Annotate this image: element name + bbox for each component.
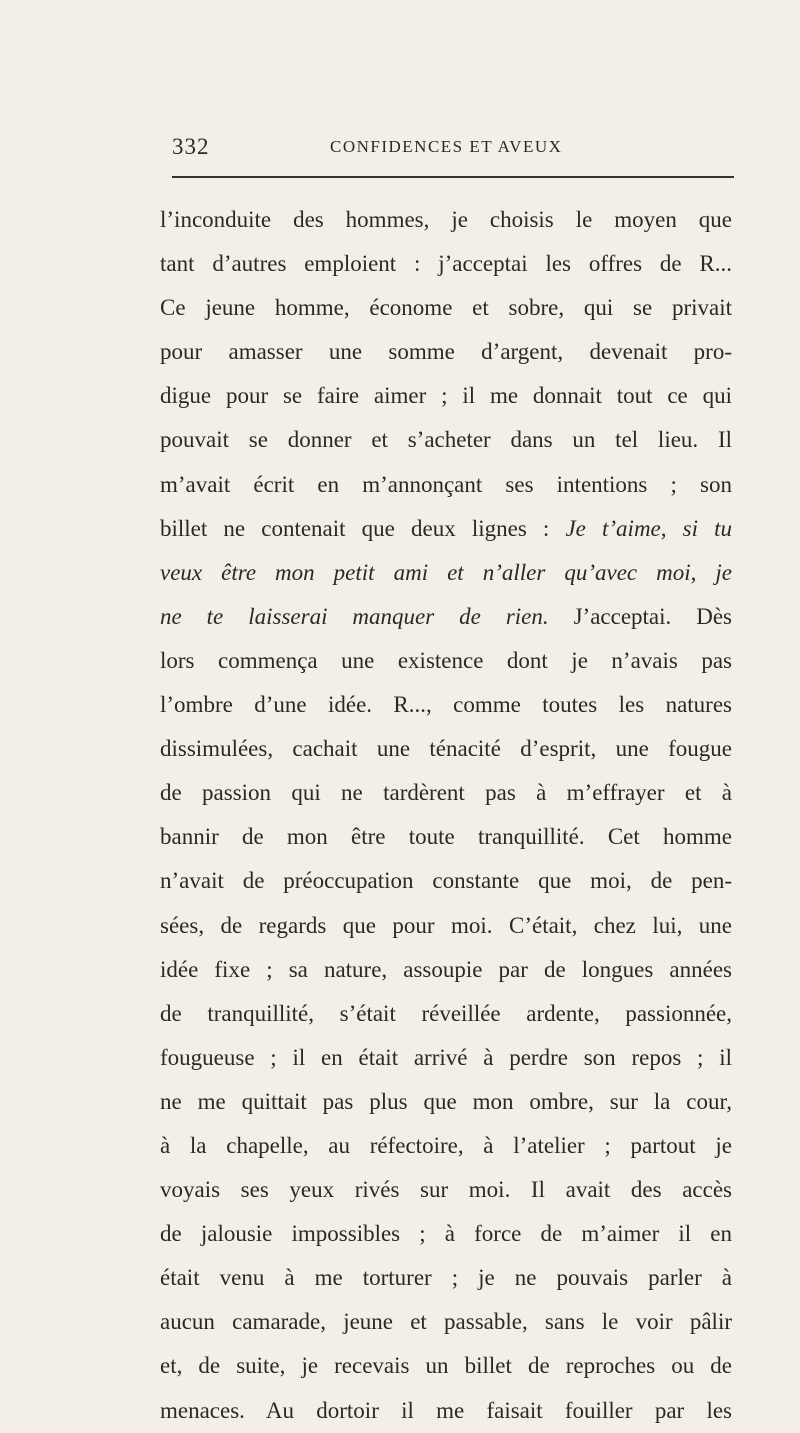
italic-text: Je t’aime, si tu — [565, 515, 733, 541]
text-line — [160, 771, 732, 815]
text-line — [160, 992, 732, 1036]
italic-text: veux être mon petit ami et n’aller qu’avec moi, je — [160, 559, 732, 585]
line-text: Ce jeune homme, économe et sobre, qui se privait — [160, 295, 732, 321]
line-text: pouvait se donner et s’acheter dans un tel lieu. Il — [160, 427, 732, 453]
line-text: de tranquillité, s’était réveillée ardente, passionnée, — [160, 1000, 732, 1026]
line-text: l’ombre d’une idée. R..., comme toutes les natures — [160, 692, 732, 718]
line-text: dissimulées, cachait une ténacité d’esprit, une fougue — [160, 736, 732, 762]
page-number: 332 — [172, 134, 210, 159]
line-text: menaces. Au dortoir il me faisait fouiller par les — [160, 1397, 732, 1423]
text-line — [160, 551, 732, 595]
text-line — [160, 859, 732, 903]
text-line — [160, 1300, 732, 1344]
page-header — [172, 134, 734, 164]
text-line — [160, 595, 732, 639]
text-line — [160, 418, 732, 462]
line-text: et, de suite, je recevais un billet de reproches ou de — [160, 1353, 732, 1379]
line-text: voyais ses yeux rivés sur moi. Il avait des accès — [160, 1177, 732, 1203]
line-text: pour amasser une somme d’argent, devenait pro- — [160, 339, 732, 365]
text-line — [160, 507, 732, 551]
text-line — [160, 286, 732, 330]
text-line — [160, 198, 732, 242]
line-text: idée fixe ; sa nature, assoupie par de longues années — [160, 956, 732, 982]
text-line — [160, 242, 732, 286]
text-line — [160, 1168, 732, 1212]
text-line — [160, 639, 732, 683]
text-line — [160, 1389, 732, 1433]
line-text: bannir de mon être toute tranquillité. Cet homme — [160, 824, 732, 850]
text-line — [160, 374, 732, 418]
line-text: aucun camarade, jeune et passable, sans le voir pâlir — [160, 1309, 732, 1335]
text-line — [160, 1344, 732, 1388]
line-text: sées, de regards que pour moi. C’était, chez lui, une — [160, 912, 732, 938]
line-text: tant d’autres emploient : j’acceptai les offres de R... — [160, 251, 732, 277]
line-text: digue pour se faire aimer ; il me donnait tout ce qui — [160, 383, 732, 409]
text-line — [160, 1212, 732, 1256]
running-title: CONFIDENCES ET AVEUX — [330, 137, 563, 156]
text-line — [160, 1256, 732, 1300]
text-line — [160, 948, 732, 992]
text-line — [160, 1080, 732, 1124]
line-text: n’avait de préoccupation constante que moi, de pen- — [160, 868, 732, 894]
italic-text: ne te laisserai manquer de rien. — [160, 603, 549, 629]
text-line — [160, 683, 732, 727]
text-line — [160, 463, 732, 507]
text-line — [160, 904, 732, 948]
text-line — [160, 815, 732, 859]
header-rule — [172, 176, 734, 178]
line-text: était venu à me torturer ; je ne pouvais parler à — [160, 1265, 732, 1291]
line-text: fougueuse ; il en était arrivé à perdre son repos ; il — [160, 1044, 732, 1070]
line-text: de jalousie impossibles ; à force de m’aimer il en — [160, 1221, 732, 1247]
line-text: billet ne contenait que deux lignes : — [160, 515, 566, 541]
line-text: l’inconduite des hommes, je choisis le moyen que — [160, 207, 732, 232]
line-text: J’acceptai. Dès — [548, 603, 732, 629]
line-text: lors commença une existence dont je n’avais pas — [160, 647, 732, 673]
text-line — [160, 727, 732, 771]
line-text: à la chapelle, au réfectoire, à l’atelier ; partout je — [160, 1132, 732, 1158]
text-line — [160, 1036, 732, 1080]
body-text — [160, 198, 732, 1433]
text-line — [160, 1124, 732, 1168]
line-text: ne me quittait pas plus que mon ombre, sur la cour, — [160, 1088, 732, 1114]
line-text: m’avait écrit en m’annonçant ses intentions ; son — [160, 471, 732, 497]
line-text: de passion qui ne tardèrent pas à m’effrayer et à — [160, 780, 732, 806]
text-line — [160, 330, 732, 374]
